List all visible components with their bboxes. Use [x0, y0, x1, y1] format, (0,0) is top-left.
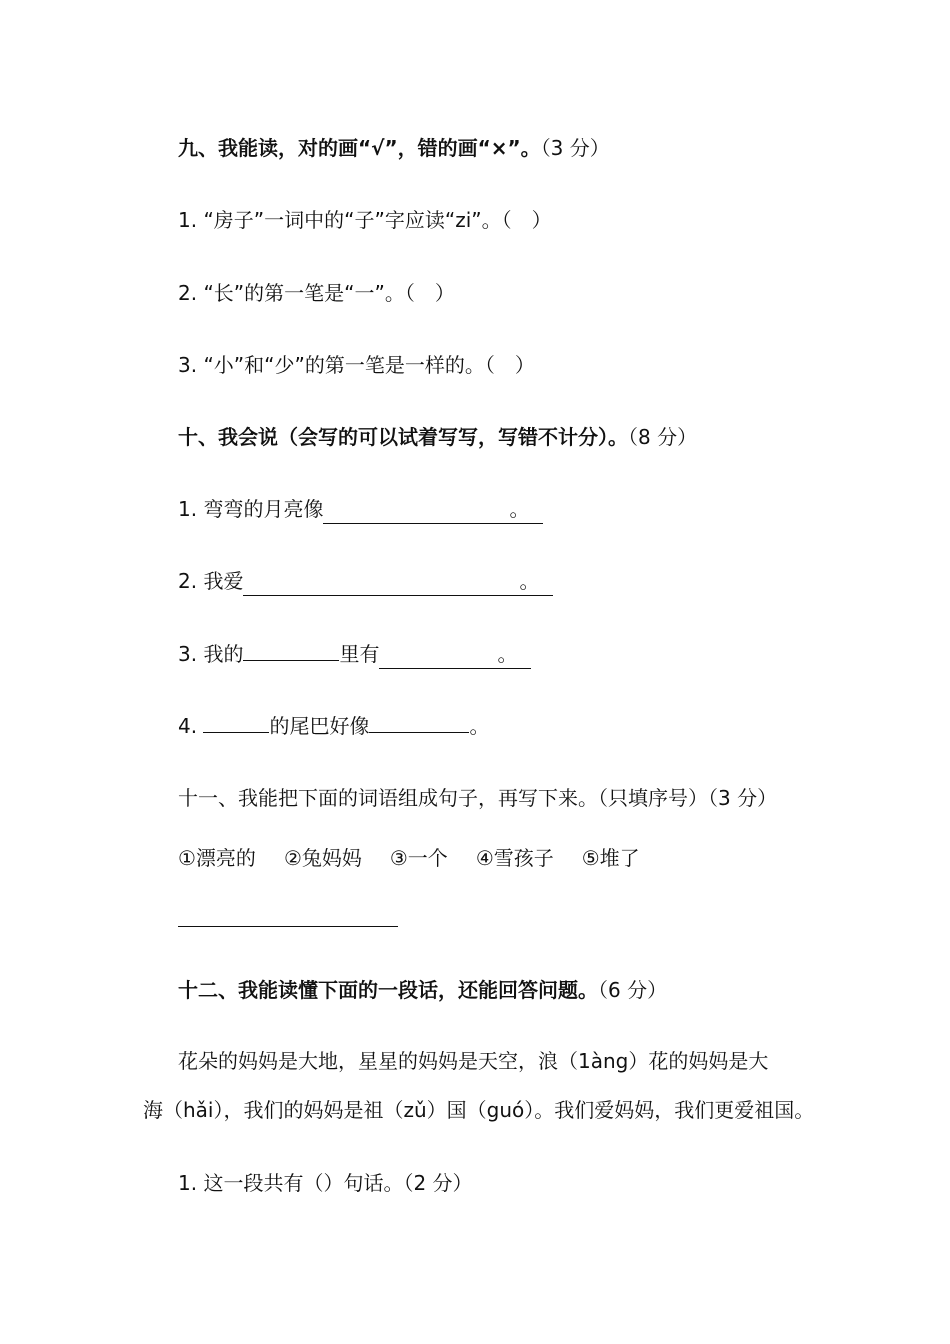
section-11-choices	[178, 844, 668, 872]
section-9-points: （3 分）	[540, 136, 610, 160]
choice-2: ②兔妈妈	[283, 846, 362, 870]
section-10-item-1	[178, 495, 543, 524]
item-4-middle: 的尾巴好像	[269, 714, 370, 738]
answer-blank-3a[interactable]	[243, 640, 339, 661]
item-3-middle: 里有	[339, 642, 380, 666]
item-1-prefix: 1. 弯弯的月亮像	[178, 497, 324, 521]
item-3-end: 。	[497, 642, 518, 666]
section-10-title-text: 十、我会说（会写的可以试着写写，写错不计分）。	[178, 425, 628, 449]
choice-5: ⑤堆了	[581, 846, 640, 870]
section-10-item-4	[178, 712, 489, 740]
section-9-title	[178, 134, 610, 162]
section-12-question-1: 1. 这一段共有（）句话。（2 分）	[178, 1171, 473, 1195]
section-9-item-3: 3. “小”和“少”的第一笔是一样的。（ ）	[178, 353, 535, 377]
choice-4: ④雪孩子	[475, 846, 554, 870]
section-10-item-3	[178, 640, 531, 669]
item-4-prefix: 4.	[178, 714, 204, 738]
answer-blank-1[interactable]	[323, 495, 543, 524]
item-2-end: 。	[519, 569, 540, 593]
item-2-prefix: 2. 我爱	[178, 569, 244, 593]
section-12-title	[178, 976, 667, 1004]
section-9-title-text: 九、我能读，对的画“√”，错的画“×”。	[178, 136, 541, 160]
section-10-title	[178, 423, 697, 451]
section-11-title: 十一、我能把下面的词语组成句子，再写下来。（只填序号）（3 分）	[178, 786, 778, 810]
passage-line-1: 花朵的妈妈是大地，星星的妈妈是天空，浪（1àng）花的妈妈是大	[178, 1049, 769, 1073]
section-9-item-1: 1. “房子”一词中的“子”字应读“zi”。（ ）	[178, 208, 552, 232]
section-10-points: （8 分）	[628, 425, 698, 449]
section-10-item-2	[178, 567, 553, 596]
item-4-end: 。	[469, 714, 490, 738]
section-12-points: （6 分）	[598, 978, 668, 1002]
item-3-prefix: 3. 我的	[178, 642, 244, 666]
answer-blank-4b[interactable]	[369, 712, 469, 733]
section-9-item-2: 2. “长”的第一笔是“一”。（ ）	[178, 281, 455, 305]
answer-blank-3b[interactable]	[379, 640, 531, 669]
choice-1: ①漂亮的	[178, 846, 256, 870]
passage-line-2: 海（hǎi），我们的妈妈是祖（zǔ）国（guó）。我们爱妈妈，我们更爱祖国。	[143, 1098, 815, 1122]
answer-blank-2[interactable]	[243, 567, 553, 596]
answer-line[interactable]	[178, 926, 398, 927]
choice-3: ③一个	[389, 846, 448, 870]
item-1-end: 。	[509, 497, 530, 521]
section-12-title-text: 十二、我能读懂下面的一段话，还能回答问题。	[178, 978, 598, 1002]
answer-blank-4a[interactable]	[203, 712, 269, 733]
